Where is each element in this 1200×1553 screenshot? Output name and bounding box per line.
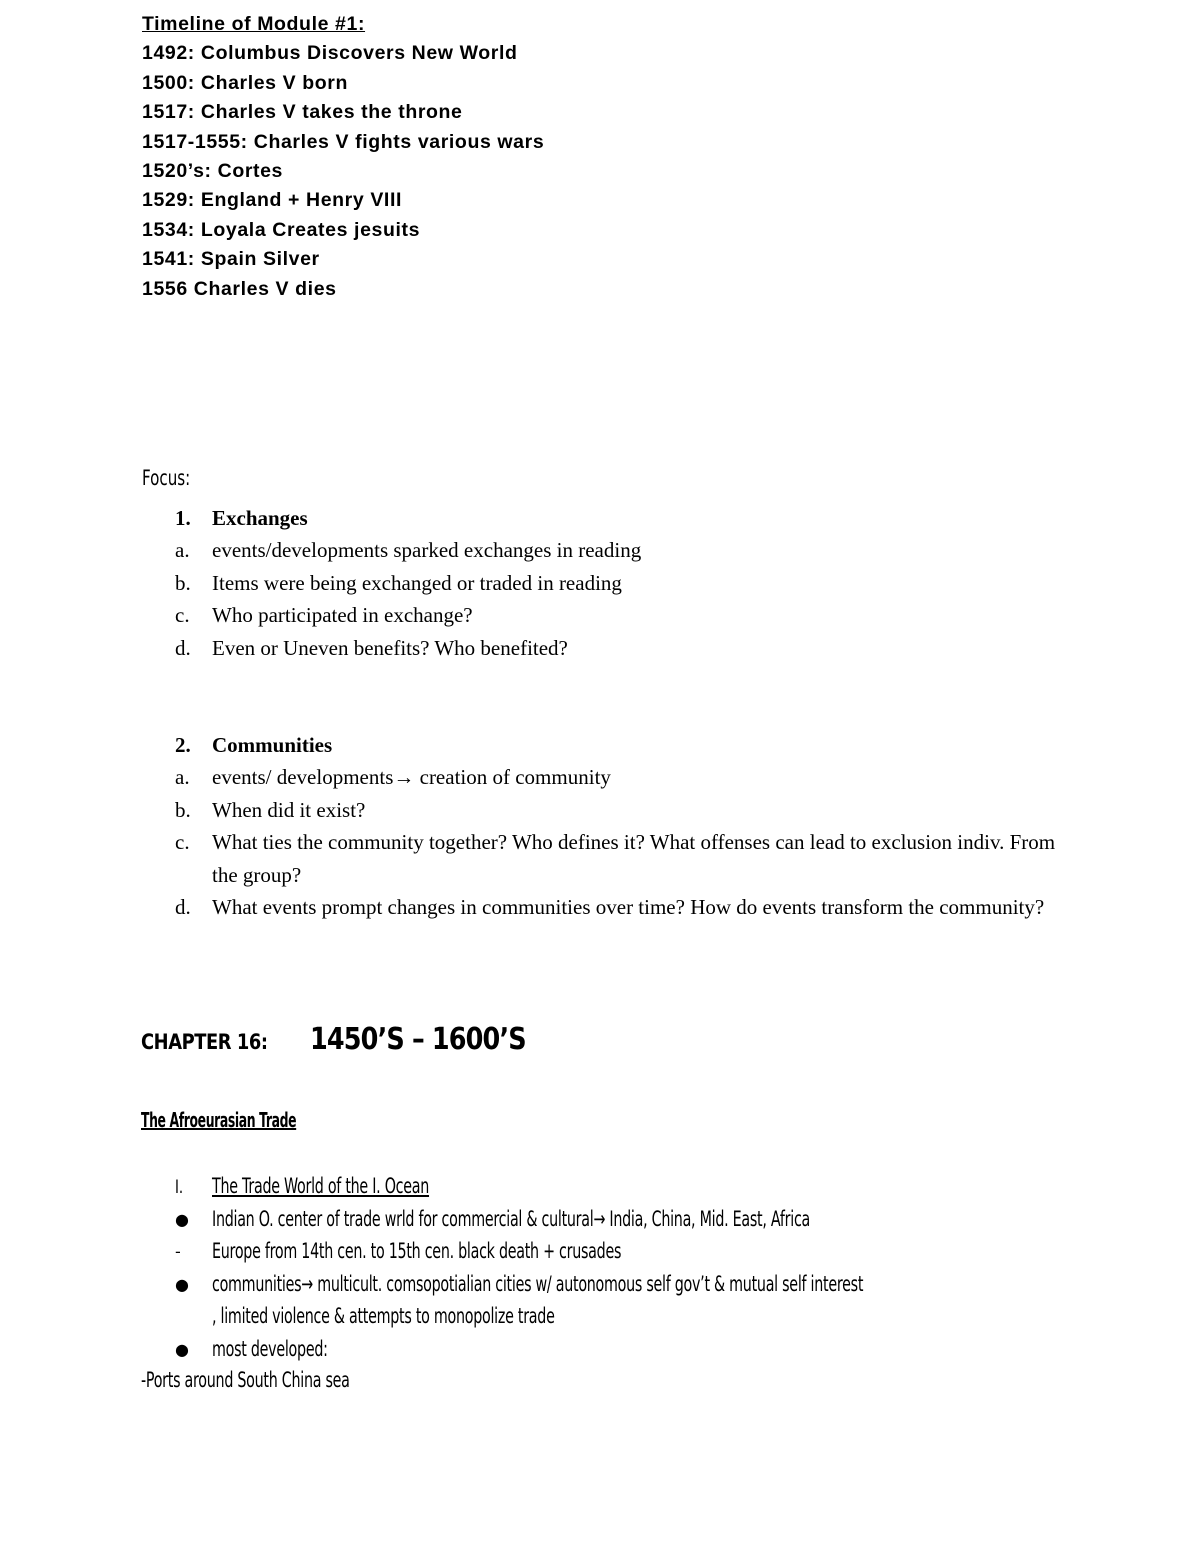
list-item [175,891,1082,923]
item-letter: b. [175,797,191,822]
dash-icon: - [175,1242,181,1262]
section-communities [175,729,1082,923]
timeline-entry: 1520’s: Cortes [142,159,283,182]
timeline-entry: 1492: Columbus Discovers New World [142,42,518,65]
timeline-entry: 1529: England + Henry VIII [142,189,402,212]
item-text: Who participated in exchange? [212,603,473,628]
timeline-entry: 1517-1555: Charles V fights various wars [142,130,545,153]
section-heading [175,502,1082,534]
note-text: most developed: [212,1336,328,1361]
afroeurasian-heading: The Afroeurasian Trade [141,1108,297,1132]
item-text: events/ developments→ creation of community [212,765,611,790]
timeline-block [142,10,544,304]
timeline-entry: 1556 Charles V dies [142,277,337,300]
timeline-entry: 1534: Loyala Creates jesuits [142,218,421,241]
item-text: When did it exist? [212,797,366,822]
item-letter: a. [175,765,190,790]
chapter-range: 1450’S – 1600’S [309,1022,526,1057]
item-text: What events prompt changes in communities over time? How do events transform the community? [212,895,1045,920]
item-letter: c. [175,830,190,855]
note-text: Indian O. center of trade wrld for commercial & cultural→ India, China, Mid. East, Africa [212,1206,811,1231]
item-letter: b. [175,570,191,595]
chapter-heading [141,1022,564,1057]
item-text: Items were being exchanged or traded in reading [212,570,622,595]
item-text: Even or Uneven benefits? Who benefited? [212,635,568,660]
section-number: 1. [175,506,191,530]
timeline-entry: 1500: Charles V born [142,71,348,94]
bullet-icon: ● [175,1209,189,1229]
list-item [175,599,1082,631]
note-text: Europe from 14th cen. to 15th cen. black death + crusades [212,1239,622,1264]
section-exchanges [175,502,1082,664]
bullet-icon: ● [175,1339,189,1359]
section-title: Communities [212,733,333,757]
bullet-icon: ● [175,1274,189,1294]
note-text: communities→ multicult. comsopotialian cities w/ autonomous self gov’t & mutual self interest [212,1271,864,1296]
list-item [175,826,1082,891]
list-item [175,761,1082,793]
item-letter: a. [175,538,190,563]
timeline-entry: 1541: Spain Silver [142,248,320,271]
roman-title: The Trade World of the I. Ocean [212,1174,430,1198]
note-text: , limited violence & attempts to monopolize trade [212,1304,555,1329]
item-letter: d. [175,635,191,660]
list-item [175,567,1082,599]
section-number: 2. [175,733,191,757]
item-text: events/developments sparked exchanges in reading [212,538,642,563]
item-letter: d. [175,895,191,920]
list-item [175,794,1082,826]
roman-number: I. [175,1176,184,1198]
focus-label: Focus: [142,466,191,490]
chapter-label: CHAPTER 16: [141,1030,268,1054]
section-heading [175,729,1082,761]
list-item [175,632,1082,664]
item-text: What ties the community together? Who defines it? What offenses can lead to exclusion indiv. From the group? [212,830,1056,887]
section-title: Exchanges [212,506,308,530]
timeline-entry: 1517: Charles V takes the throne [142,101,463,124]
ports-note: -Ports around South China sea [141,1368,350,1392]
item-letter: c. [175,603,190,628]
list-item [175,534,1082,566]
timeline-title: Timeline of Module #1: [142,13,366,35]
